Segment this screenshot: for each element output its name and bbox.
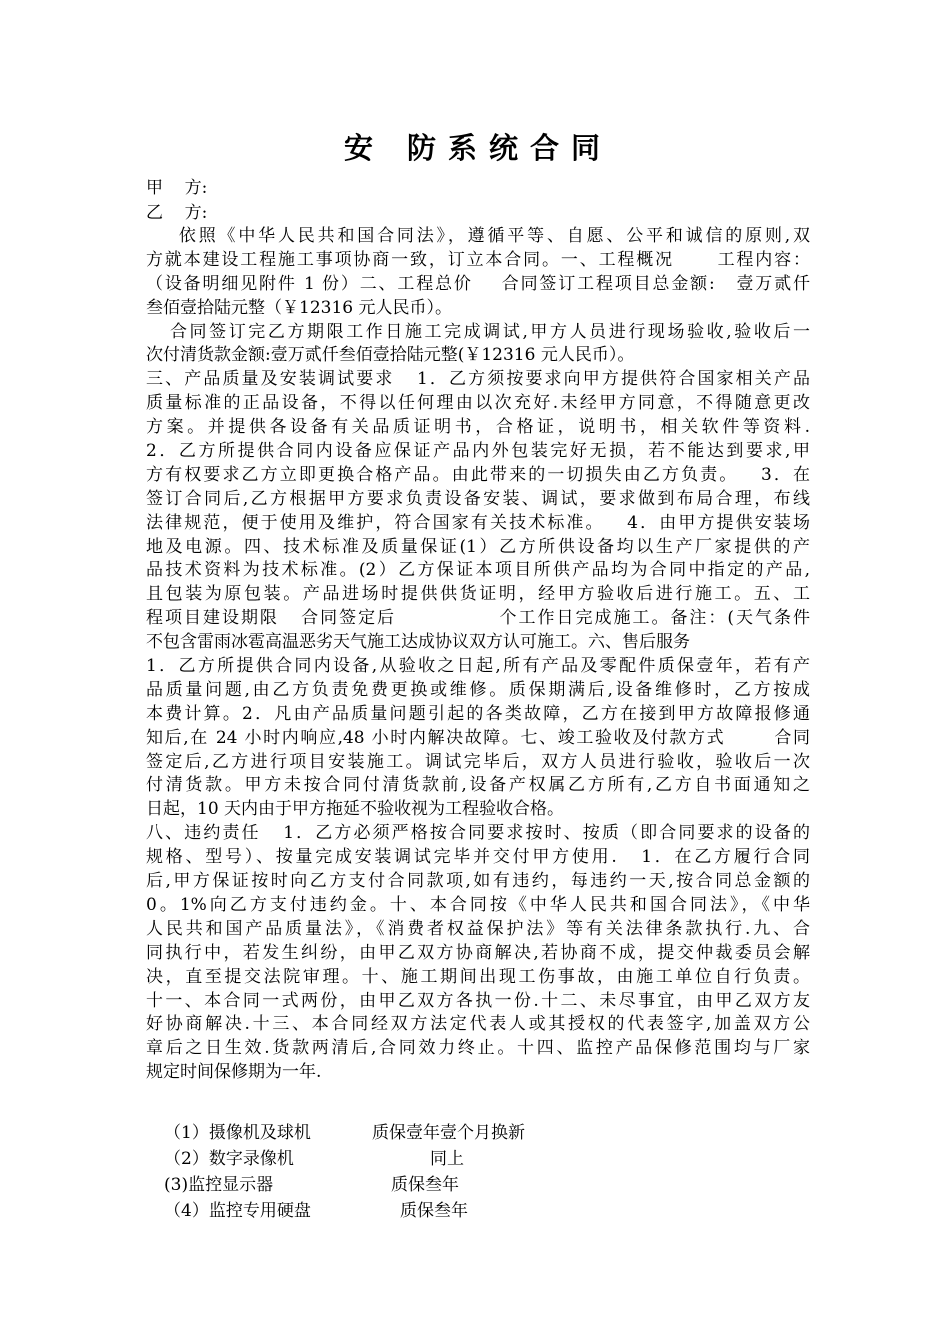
warranty-item-label: （2）数字录像机 — [164, 1149, 294, 1169]
warranty-item-term: 同上 — [430, 1149, 464, 1169]
body-line: 地及电源。四、技术标准及质量保证(1）乙方所供设备均以生产厂家提供的产 — [146, 536, 810, 557]
warranty-item — [164, 1172, 724, 1198]
body-line: 不包含雷雨冰雹高温恶劣天气施工达成协议双方认可施工。六、售后服务 — [146, 632, 690, 653]
body-line: 2．乙方所提供合同内设备应保证产品内外包装完好无损，若不能达到要求,甲 — [146, 441, 810, 462]
body-line: 签定后,乙方进行项目安装施工。调试完毕后，双方人员进行验收，验收后一次 — [146, 751, 810, 772]
body-line: 依照《中华人民共和国合同法》，遵循平等、自愿、公平和诚信的原则,双 — [146, 226, 810, 246]
body-line: 本费计算。2．凡由产品质量问题引起的各类故障，乙方在接到甲方故障报修通 — [146, 703, 810, 724]
body-line: 知后,在 24 小时内响应,48 小时内解决故障。七、竣工验收及付款方式 合同 — [146, 727, 810, 748]
body-line: 规格、型号）、按量完成安装调试完毕并交付甲方使用. 1．在乙方履行合同 — [146, 847, 810, 868]
warranty-item-label: （1）摄像机及球机 — [164, 1123, 311, 1143]
body-line: 0。1%向乙方支付违约金。十、本合同按《中华人民共和国合同法》，《中华 — [146, 894, 810, 915]
body-line: 人民共和国产品质量法》，《消费者权益保护法》等有关法律条款执行.九、合 — [146, 918, 810, 939]
body-line: 付清货款。甲方未按合同付清货款前,设备产权属乙方所有,乙方自书面通知之 — [146, 775, 810, 796]
body-line: 法律规范，便于使用及维护，符合国家有关技术标准。 4．由甲方提供安装场 — [146, 512, 810, 533]
body-line: 方有权要求乙方立即更换合格产品。由此带来的一切损失由乙方负责。 3．在 — [146, 464, 810, 485]
warranty-item-label: (3)监控显示器 — [164, 1175, 274, 1195]
body-line: 章后之日生效.货款两清后,合同效力终止。十四、监控产品保修范围均与厂家 — [146, 1038, 810, 1059]
body-line: 叁佰壹拾陆元整（￥12316 元人民币）。 — [146, 297, 452, 318]
body-line: 质量标准的正品设备，不得以任何理由以次充好.未经甲方同意，不得随意更改 — [146, 393, 810, 414]
body-line: 十一、本合同一式两份，由甲乙双方各执一份.十二、未尽事宜，由甲乙双方友 — [146, 990, 810, 1011]
body-line: 日起，10 天内由于甲方拖延不验收视为工程验收合格。 — [146, 799, 565, 820]
party-a-line: 甲 方: — [146, 178, 208, 198]
body-line: 程项目建设期限 合同签定后 个工作日完成施工。备注：(天气条件 — [146, 608, 810, 629]
body-line: 决，直至提交法院审理。十、施工期间出现工伤事故，由施工单位自行负责。 — [146, 966, 810, 987]
body-line: 且包装为原包装。产品进场时提供供货证明，经甲方验收后进行施工。五、工 — [146, 584, 810, 605]
warranty-item — [164, 1146, 724, 1172]
body-line: 方就本建设工程施工事项协商一致，订立本合同。一、工程概况 工程内容： — [146, 249, 810, 270]
contract-body — [146, 225, 810, 1085]
body-line: 同执行中，若发生纠纷，由甲乙双方协商解决,若协商不成，提交仲裁委员会解 — [146, 942, 810, 963]
party-b-line: 乙 方: — [146, 203, 208, 223]
warranty-item — [164, 1120, 724, 1146]
warranty-item-term: 质保叁年 — [391, 1175, 459, 1195]
body-line: 方案。并提供各设备有关品质证明书，合格证，说明书，相关软件等资料. — [146, 417, 810, 438]
body-line: 签订合同后,乙方根据甲方要求负责设备安装、调试，要求做到布局合理，布线 — [146, 488, 810, 509]
warranty-item-term: 质保叁年 — [400, 1201, 468, 1221]
document-title: 安 防系统合同 — [343, 131, 613, 165]
body-line: 好协商解决.十三、本合同经双方法定代表人或其授权的代表签字,加盖双方公 — [146, 1014, 810, 1035]
body-line: 三、产品质量及安装调试要求 1．乙方须按要求向甲方提供符合国家相关产品 — [146, 369, 810, 390]
body-line: 1．乙方所提供合同内设备,从验收之日起,所有产品及零配件质保壹年，若有产 — [146, 656, 810, 677]
body-line: 后,甲方保证按时向乙方支付合同款项,如有违约，每违约一天,按合同总金额的 — [146, 871, 810, 892]
body-line: 规定时间保修期为一年. — [146, 1062, 322, 1083]
warranty-item — [164, 1198, 724, 1224]
body-line: 品技术资料为技术标准。(2）乙方保证本项目所供产品均为合同中指定的产品, — [146, 560, 810, 581]
warranty-list — [164, 1120, 724, 1224]
body-line: （设备明细见附件 1 份）二、工程总价 合同签订工程项目总金额: 壹万贰仟 — [146, 273, 810, 294]
body-line: 品质量问题,由乙方负责免费更换或维修。质保期满后,设备维修时，乙方按成 — [146, 679, 810, 700]
warranty-item-term: 质保壹年壹个月换新 — [372, 1123, 525, 1143]
body-line: 次付清货款金额:壹万贰仟叁佰壹拾陆元整(￥12316 元人民币）。 — [146, 345, 635, 366]
warranty-item-label: （4）监控专用硬盘 — [164, 1201, 311, 1221]
body-line: 八、违约责任 1．乙方必须严格按合同要求按时、按质（即合同要求的设备的 — [146, 823, 810, 844]
body-line: 合同签订完乙方期限工作日施工完成调试,甲方人员进行现场验收,验收后一 — [146, 321, 810, 342]
